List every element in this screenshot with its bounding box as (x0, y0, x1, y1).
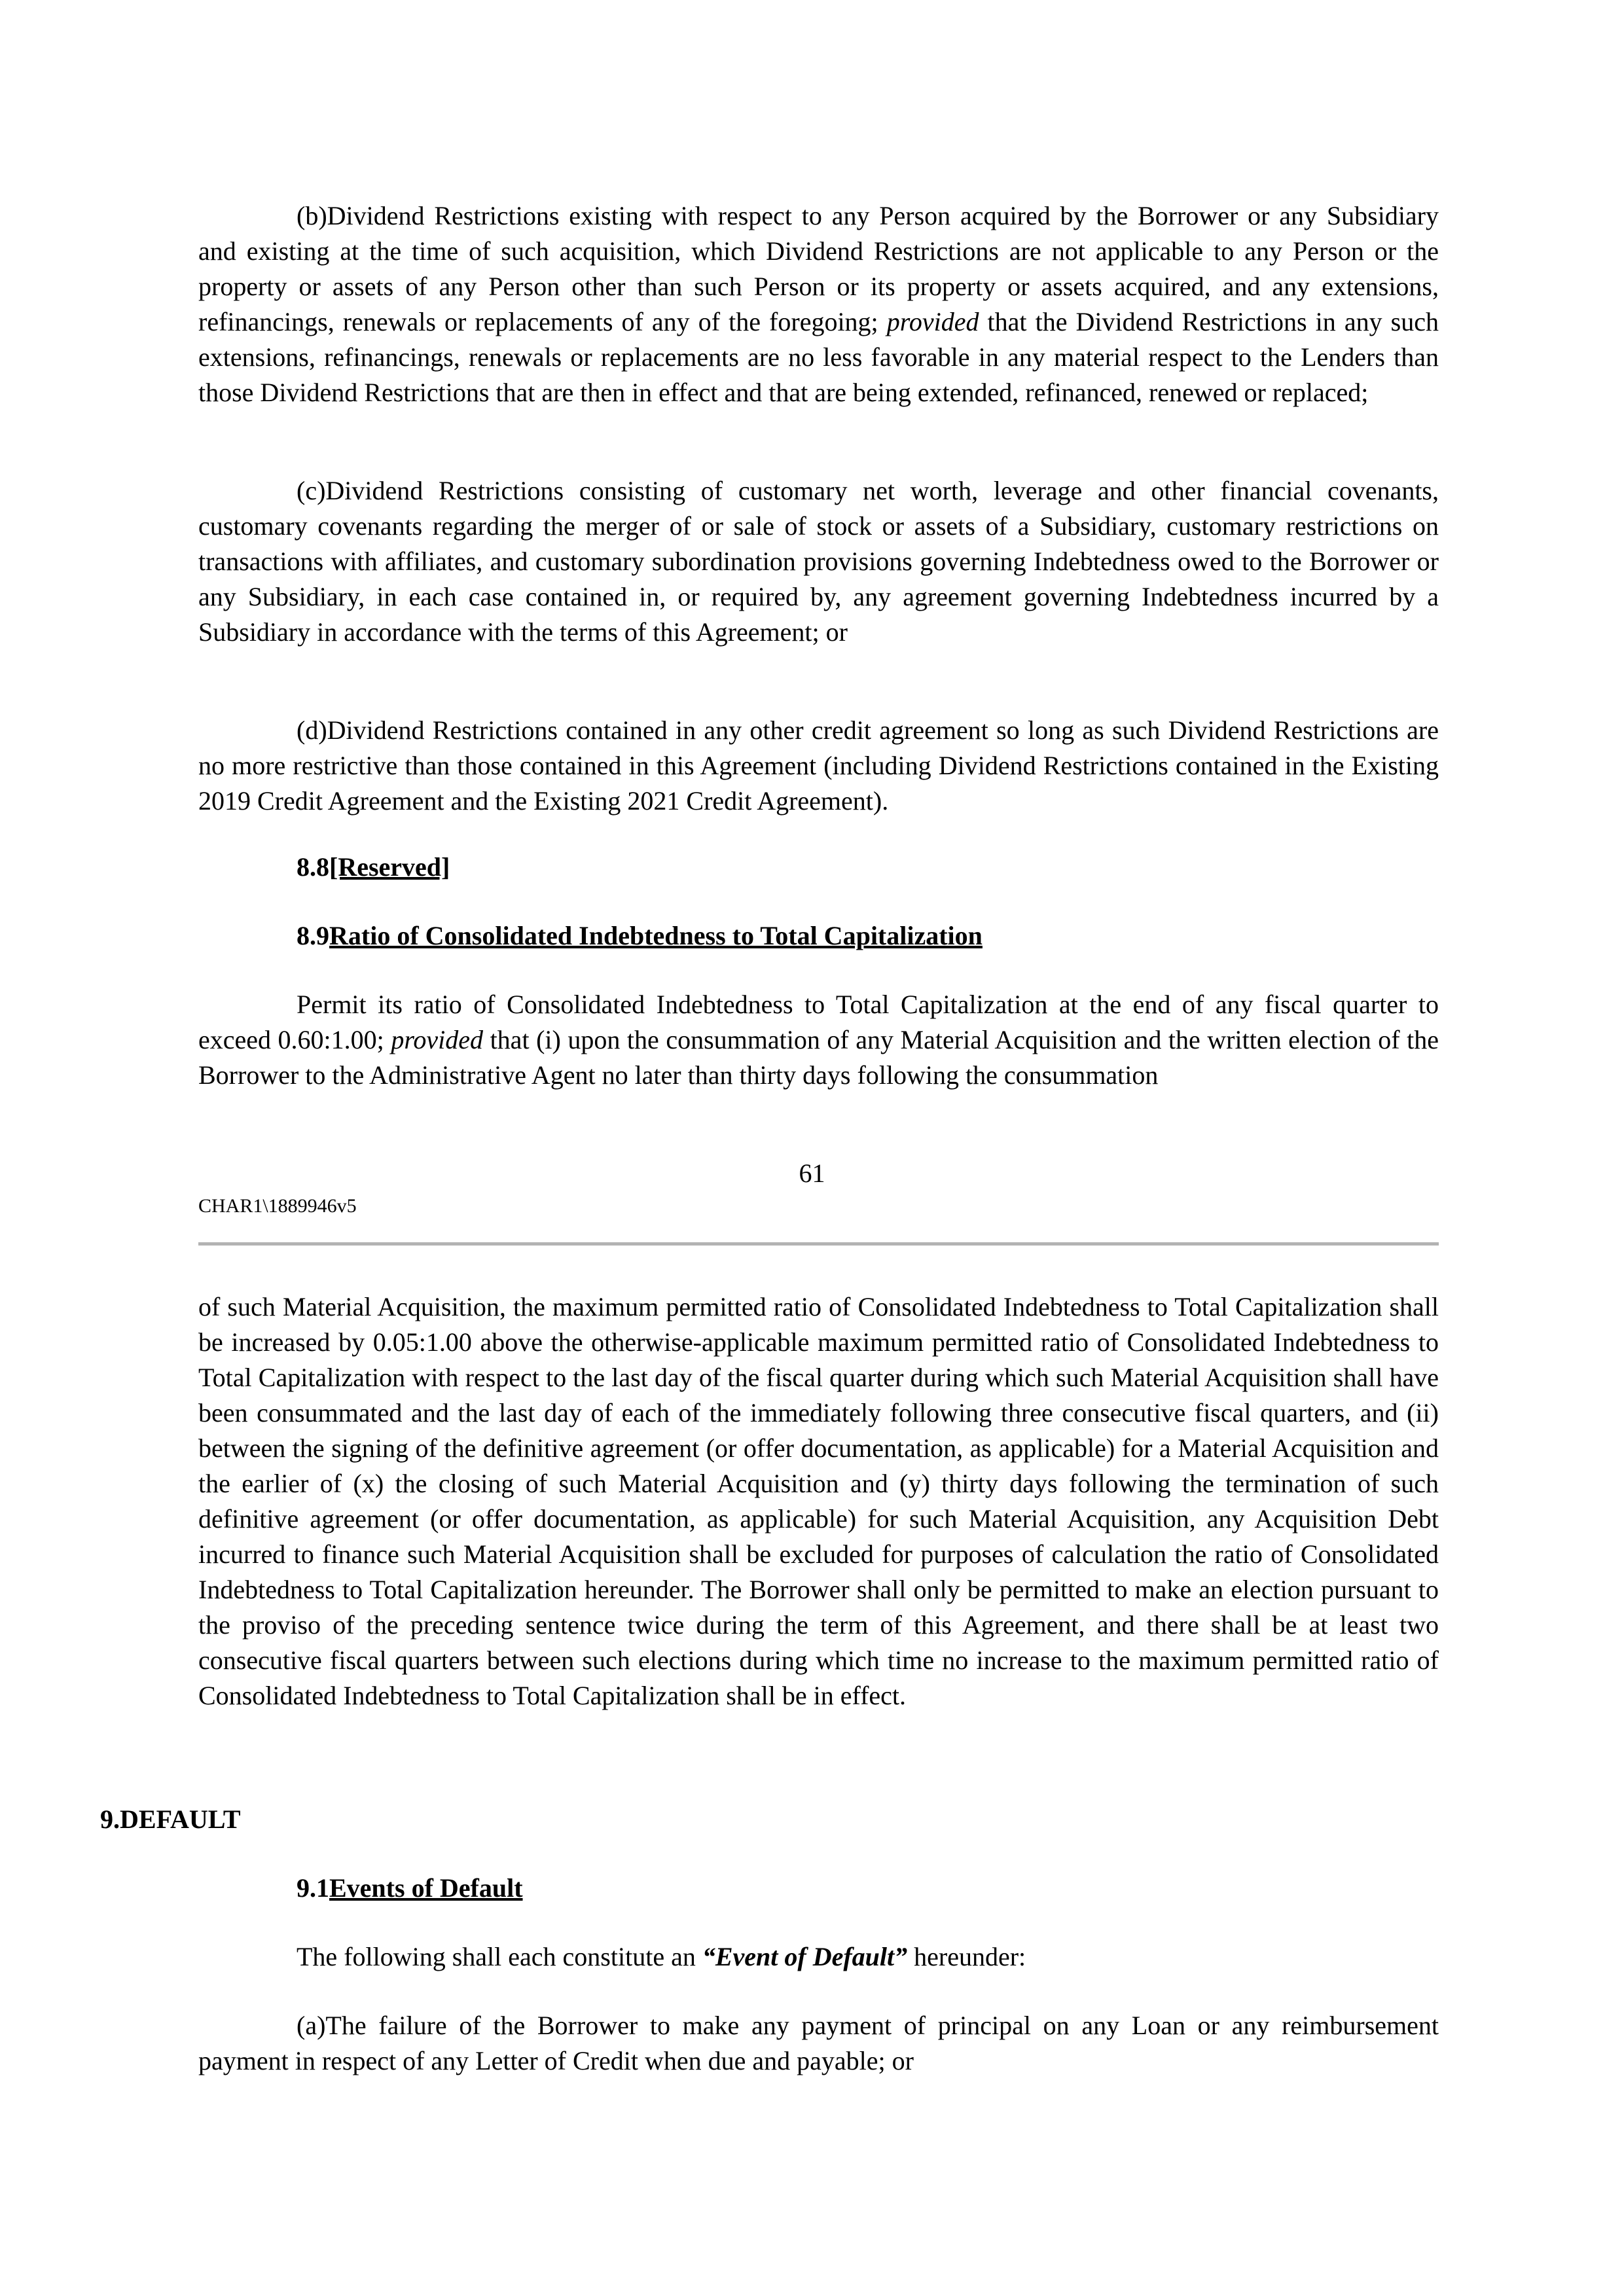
heading-8-9-title: Ratio of Consolidated Indebtedness to Total Capitalization (329, 921, 983, 950)
heading-9-1 (297, 1871, 523, 1906)
heading-8-8 (297, 850, 450, 885)
paragraph-9-1 (198, 1939, 1439, 1975)
heading-8-9 (297, 918, 983, 954)
paragraph-9-1-text-1: The following shall each constitute an (297, 1942, 702, 1971)
heading-9-1-title: Events of Default (329, 1873, 523, 1903)
paragraph-a: (a)The failure of the Borrower to make any payment of principal on any Loan or any reimbursement payment in respect of any Letter of Credit when due and payable; or (198, 2011, 1439, 2075)
document-id: CHAR1\1889946v5 (198, 1195, 357, 1217)
paragraph-8-9-text-1: Permit its ratio of Consolidated Indebtedness to Total Capitalization at the end of any fiscal quarter to exceed 0.60:1.00; (198, 990, 1439, 1054)
heading-8-8-title: [Reserved] (329, 852, 450, 882)
paragraph-8-9-continued: of such Material Acquisition, the maximum permitted ratio of Consolidated Indebtedness to Total Capitalization shall be increased by 0.05:1.00 above the otherwise-applicable maximum permitted ratio of Consolidated Indebtedness to Total Capitalization with respect to the last day of the fiscal quarter during which such Material Acquisition shall have been consummated and the last day of each of the immediately following three consecutive fiscal quarters, and (ii) between the signing of the definitive agreement (or offer documentation, as applicable) for a Material Acquisition and the earlier of (x) the closing of such Material Acquisition and (y) thirty days following the termination of such definitive agreement (or offer documentation, as applicable) for such Material Acquisition, any Acquisition Debt incurred to finance such Material Acquisition shall be excluded for purposes of calculation the ratio of Consolidated Indebtedness to Total Capitalization hereunder. The Borrower shall only be permitted to make an election pursuant to the proviso of the preceding sentence twice during the term of this Agreement, and there shall be at least two consecutive fiscal quarters between such elections during which time no increase to the maximum permitted ratio of Consolidated Indebtedness to Total Capitalization shall be in effect. (198, 1292, 1439, 1710)
paragraph-b-text-1: (b)Dividend Restrictions existing with respect to any Person acquired by the Borrower or any Subsidiary and existing at the time of such acquisition, which Dividend Restrictions are not applicable to any Person or the property or assets of any Person other than such Person or its property or assets acquired, and any extensions, refinancings, renewals or replacements of any of the foregoing; (198, 201, 1439, 336)
paragraph-8-9-text-2: that (i) upon the consummation of any Material Acquisition and the written election of the Borrower to the Administrative Agent no later than thirty days following the consummation (198, 1025, 1439, 1090)
paragraph-b-provided: provided (886, 307, 979, 336)
page-divider (198, 1242, 1439, 1246)
paragraph-c: (c)Dividend Restrictions consisting of customary net worth, leverage and other financial covenants, customary covenants regarding the merger of or sale of stock or assets of a Subsidiary, customary restrictions on transactions with affiliates, and customary subordination provisions governing Indebtedness owed to the Borrower or any Subsidiary, in each case contained in, or required by, any agreement governing Indebtedness incurred by a Subsidiary in accordance with the terms of this Agreement; or (198, 476, 1439, 647)
paragraph-d: (d)Dividend Restrictions contained in any other credit agreement so long as such Dividend Restrictions are no more restrictive than those contained in this Agreement (including Dividend Restrictions contained in the Existing 2019 Credit Agreement and the Existing 2021 Credit Agreement). (198, 715, 1439, 816)
heading-8-9-number: 8.9 (297, 921, 329, 950)
heading-9-1-number: 9.1 (297, 1873, 329, 1903)
paragraph-b-text-2: that the Dividend Restrictions in any such extensions, refinancings, renewals or replacements are no less favorable in any material respect to the Lenders than those Dividend Restrictions that are then in effect and that are being extended, refinanced, renewed or replaced; (198, 307, 1439, 407)
page-number: 61 (799, 1158, 825, 1188)
paragraph-8-9-provided: provided (391, 1025, 484, 1054)
heading-8-8-number: 8.8 (297, 852, 329, 882)
paragraph-8-9 (198, 987, 1439, 1093)
paragraph-b (198, 198, 1439, 410)
section-9-heading: 9.DEFAULT (100, 1804, 241, 1834)
paragraph-9-1-text-2: hereunder: (907, 1942, 1026, 1971)
event-of-default-term: “Event of Default” (702, 1942, 908, 1971)
